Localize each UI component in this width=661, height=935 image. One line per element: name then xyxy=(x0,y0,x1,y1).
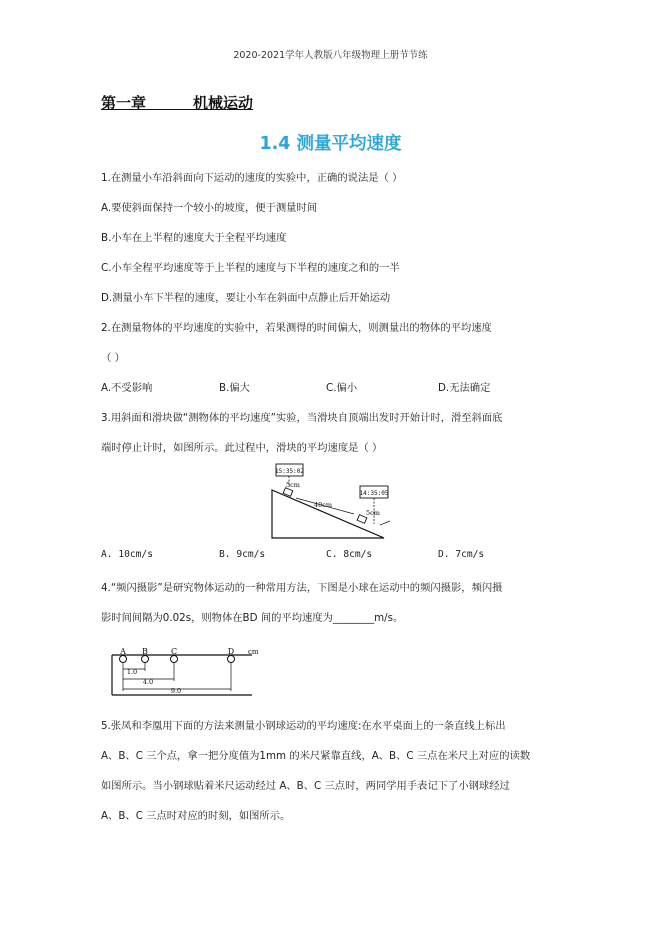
section-title: 1.4 测量平均速度 xyxy=(259,134,402,154)
q3-option-a: A. 10cm/s xyxy=(101,549,153,560)
q4-stem-line1: 4.“频闪摄影”是研究物体运动的一种常用方法，下图是小球在运动中的频闪摄影，频闪摄 xyxy=(101,582,503,594)
q3-stem-line2: 端时停止计时，如图所示。此过程中，滑块的平均速度是（ ） xyxy=(101,442,383,454)
end-timer-text: 14:35:05 xyxy=(359,490,389,497)
ball-label-b: B xyxy=(142,647,148,656)
q5-line2: A、B、C 三个点，拿一把分度值为1mm 的米尺紧靠直线，A、B、C 三点在米尺上对应的读数 xyxy=(101,750,531,762)
q5-line4: A、B、C 三点时对应的时刻，如图所示。 xyxy=(101,810,291,822)
span-label-1: 1.0 xyxy=(126,668,138,676)
q2-option-c: C.偏小 xyxy=(326,382,358,394)
q5-line3: 如图所示。当小钢球贴着米尺运动经过 A、B、C 三点时，两同学用手表记下了小钢球经过 xyxy=(101,780,510,792)
ball-d xyxy=(228,656,235,663)
ball-label-a: A xyxy=(120,647,126,656)
length-label-top: 5cm xyxy=(286,481,300,489)
q2-option-b: B.偏大 xyxy=(219,382,250,394)
ball-label-c: C xyxy=(170,647,178,656)
start-timer-text: 15:35:02 xyxy=(275,468,304,475)
q1-option-a: A.要使斜面保持一个较小的坡度，便于测量时间 xyxy=(101,202,318,214)
ball-label-d: D xyxy=(227,647,235,656)
q2-stem-line1: 2.在测量物体的平均速度的实验中，若果测得的时间偏大，则测量出的物体的平均速度 xyxy=(101,322,492,334)
q2-option-d: D.无法确定 xyxy=(438,382,491,394)
chapter-title: 机械运动 xyxy=(193,94,254,112)
chapter-heading xyxy=(101,92,253,113)
q3-stem-line1: 3.用斜面和滑块做“测物体的平均速度”实验，当滑块自顶端出发时开始计时，滑至斜面底 xyxy=(101,412,503,424)
q1-option-d: D.测量小车下半程的速度，要让小车在斜面中点静止后开始运动 xyxy=(101,292,391,304)
q2-option-a: A.不受影响 xyxy=(101,382,153,394)
length-label-bottom: 5cm xyxy=(366,509,380,517)
q3-option-c: C. 8cm/s xyxy=(326,549,373,560)
span-label-3: 9.0 xyxy=(170,687,182,695)
q4-stem-line2: 影时间间隔为0.02s，则物体在BD 间的平均速度为________m/s。 xyxy=(101,612,404,624)
q3-option-d: D. 7cm/s xyxy=(438,549,485,560)
q3-option-b: B. 9cm/s xyxy=(219,549,266,560)
q5-line1: 5.张凤和李凰用下面的方法来测量小钢球运动的平均速度:在水平桌面上的一条直线上标出 xyxy=(101,720,506,732)
q2-stem-line2: （ ） xyxy=(101,352,125,364)
ball-b xyxy=(142,656,149,663)
ball-c xyxy=(171,656,178,663)
incline-figure xyxy=(262,462,398,542)
page-header: 2020-2021学年人教版八年级物理上册节节练 xyxy=(233,50,428,61)
strobe-figure xyxy=(110,643,280,699)
length-label-mid: 40cm xyxy=(314,501,333,509)
q2-options xyxy=(101,379,561,393)
ball-a xyxy=(120,656,127,663)
unit-label: cm xyxy=(248,648,259,656)
q1-option-b: B.小车在上半程的速度大于全程平均速度 xyxy=(101,232,287,244)
q1-option-c: C.小车全程平均速度等于上半程的速度与下半程的速度之和的一半 xyxy=(101,262,400,274)
end-marker xyxy=(380,521,390,525)
chapter-label: 第一章 xyxy=(101,94,147,112)
q3-options xyxy=(101,549,561,563)
q1-stem: 1.在测量小车沿斜面向下运动的速度的实验中，正确的说法是（ ） xyxy=(101,172,403,184)
span-label-2: 4.0 xyxy=(142,678,154,686)
